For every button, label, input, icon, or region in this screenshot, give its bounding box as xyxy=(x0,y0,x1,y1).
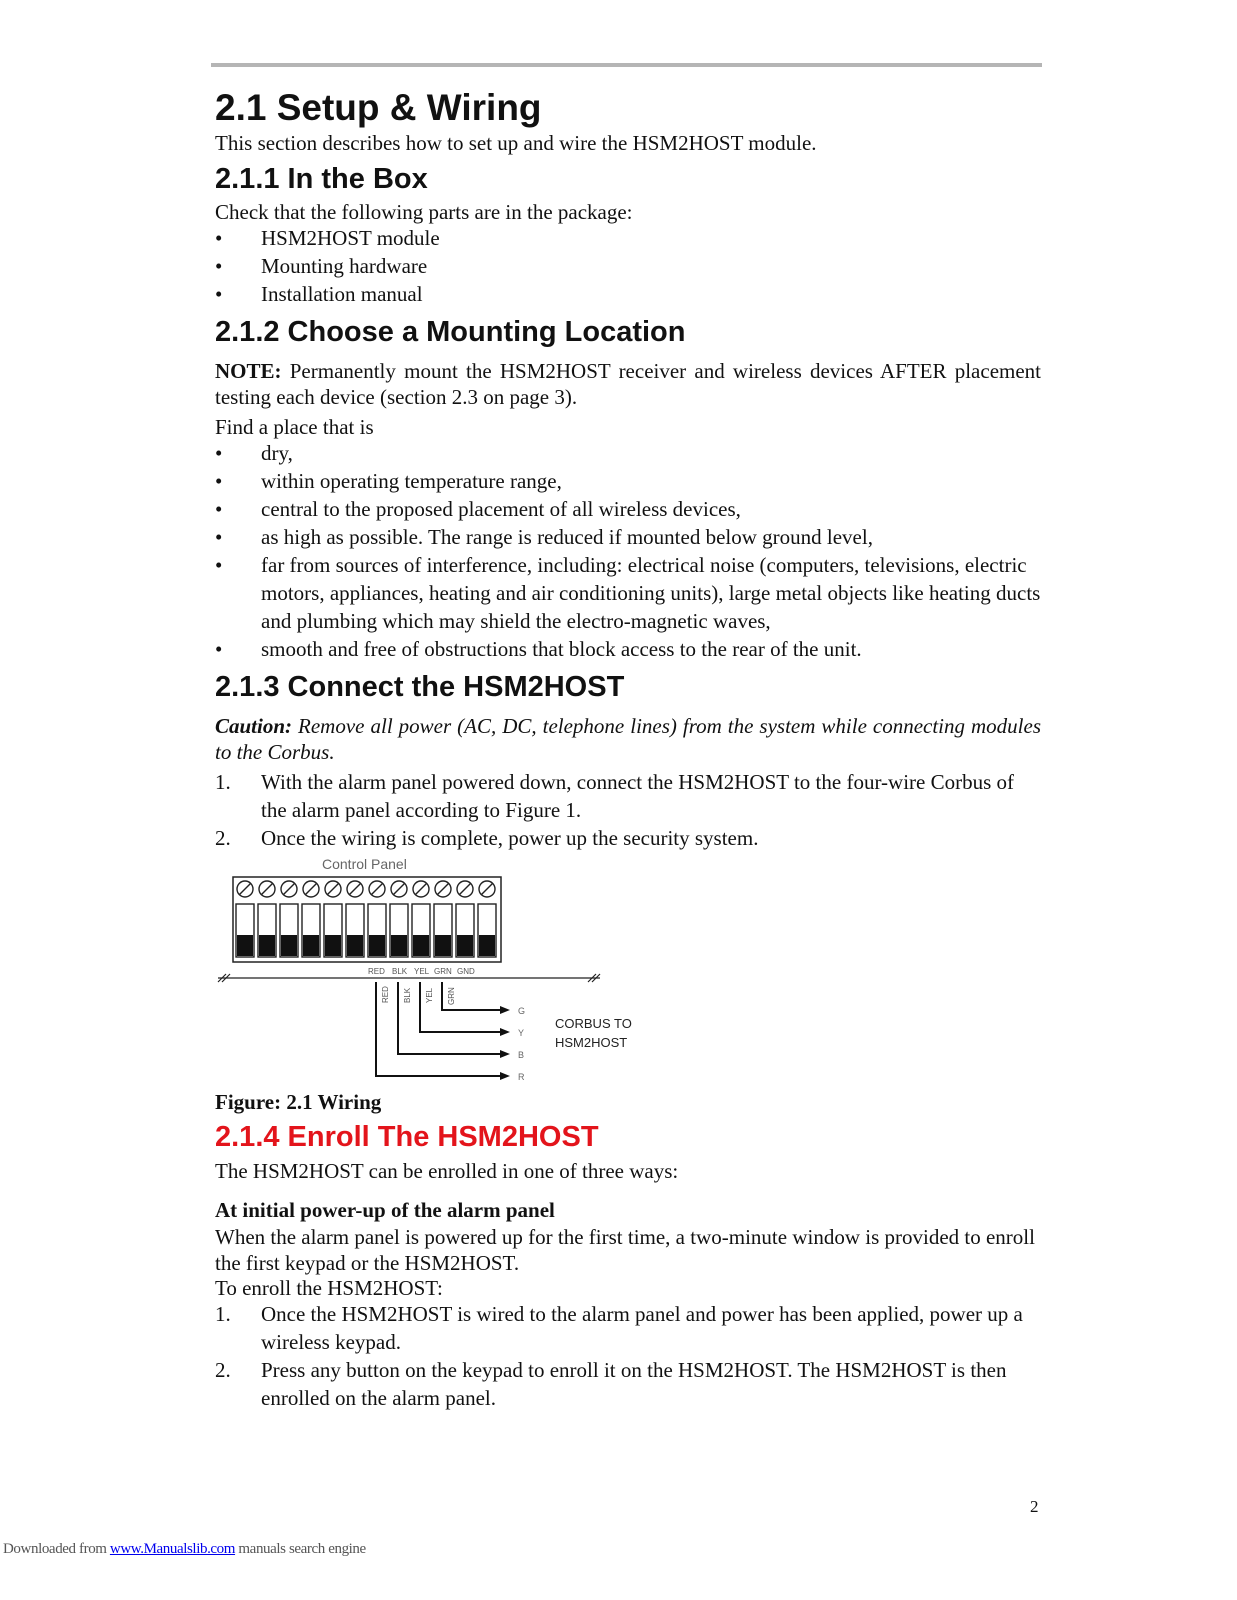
enroll-subheading: At initial power-up of the alarm panel xyxy=(215,1198,555,1222)
arrow-y xyxy=(500,1028,510,1036)
caution-text: Caution: Remove all power (AC, DC, telephone lines) from the system while connecting modules to the Corbus. xyxy=(215,714,1041,764)
list-item: • far from sources of interference, including: electrical noise (computers, televisions, electric motors, appliances, heating and air conditioning units), large metal objects like heating ducts and plumbing which may shield the electro-magnetic waves, xyxy=(215,553,1041,633)
connector-label-y: Y xyxy=(518,1028,525,1038)
arrow-b xyxy=(500,1050,510,1058)
step-item: 2. Press any button on the keypad to enroll it on the HSM2HOST. The HSM2HOST is then enrolled on the alarm panel. xyxy=(215,1358,1007,1410)
arrow-r xyxy=(500,1072,510,1080)
in-box-heading: 2.1.1 In the Box xyxy=(215,163,428,195)
terminal-switch-fill xyxy=(347,935,363,956)
list-item: • Installation manual xyxy=(215,282,423,306)
in-box-intro: Check that the following parts are in the package: xyxy=(215,200,633,224)
wire-label-red: RED xyxy=(381,986,390,1003)
terminal-label-blk: BLK xyxy=(392,967,408,976)
connector-label-b: B xyxy=(518,1050,525,1060)
terminal-switch-fill xyxy=(413,935,429,956)
terminal-switch-fill xyxy=(325,935,341,956)
section-intro: This section describes how to set up and wire the HSM2HOST module. xyxy=(215,131,817,155)
header-rule xyxy=(211,63,1042,67)
note-label: NOTE: xyxy=(215,359,282,383)
wire-label-yel: YEL xyxy=(425,987,434,1003)
figure-caption: Figure: 2.1 Wiring xyxy=(215,1090,382,1114)
terminal-label-grn: GRN xyxy=(434,967,452,976)
manualslib-link[interactable]: www.Manualslib.com xyxy=(109,1541,236,1557)
enroll-intro: The HSM2HOST can be enrolled in one of three ways: xyxy=(215,1159,679,1183)
terminal-switch-fill xyxy=(281,935,297,956)
list-item: • as high as possible. The range is reduced if mounted below ground level, xyxy=(215,525,873,549)
caution-label: Caution: xyxy=(215,714,293,738)
mounting-heading: 2.1.2 Choose a Mounting Location xyxy=(215,316,686,348)
step-item: 1. With the alarm panel powered down, connect the HSM2HOST to the four-wire Corbus of the alarm panel according to Figure 1. xyxy=(215,770,1015,822)
footer xyxy=(3,1541,366,1558)
step-item: 1. Once the HSM2HOST is wired to the alarm panel and power has been applied, power up a wireless keypad. xyxy=(215,1302,1023,1354)
wire-red xyxy=(376,982,500,1076)
wire-label-grn: GRN xyxy=(447,987,456,1005)
terminal-switch-fill xyxy=(369,935,385,956)
list-item: • within operating temperature range, xyxy=(215,469,562,493)
terminal-switch-fill xyxy=(457,935,473,956)
terminal-label-gnd: GND xyxy=(457,967,475,976)
wiring-diagram xyxy=(210,850,650,1090)
enroll-paragraph: When the alarm panel is powered up for the first time, a two-minute window is provided to enroll the first keypad or the HSM2HOST. xyxy=(215,1225,1035,1275)
corbus-label-line2: HSM2HOST xyxy=(555,1035,628,1050)
arrow-g xyxy=(500,1006,510,1014)
terminal-switch-fill xyxy=(303,935,319,956)
terminal-block xyxy=(236,881,496,957)
connect-heading: 2.1.3 Connect the HSM2HOST xyxy=(215,671,625,703)
page-number: 2 xyxy=(1030,1497,1039,1516)
footer-suffix: manuals search engine xyxy=(235,1541,366,1557)
connector-label-r: R xyxy=(518,1072,525,1082)
section-title: 2.1 Setup & Wiring xyxy=(215,87,542,128)
terminal-switch-fill xyxy=(237,935,253,956)
list-item: • smooth and free of obstructions that block access to the rear of the unit. xyxy=(215,637,862,661)
terminal-switch-fill xyxy=(479,935,495,956)
mounting-note xyxy=(215,358,1041,410)
footer-prefix: Downloaded from xyxy=(3,1541,110,1557)
terminal-label-yel: YEL xyxy=(414,967,430,976)
enroll-instruction: To enroll the HSM2HOST: xyxy=(215,1276,443,1300)
terminal-label-red: RED xyxy=(368,967,385,976)
enroll-heading: 2.1.4 Enroll The HSM2HOST xyxy=(215,1121,599,1153)
mounting-intro: Find a place that is xyxy=(215,415,374,439)
terminal-switch-fill xyxy=(259,935,275,956)
terminal-switch-fill xyxy=(435,935,451,956)
step-item: 2. Once the wiring is complete, power up the security system. xyxy=(215,826,759,850)
list-item: • dry, xyxy=(215,441,293,465)
control-panel-label: Control Panel xyxy=(322,856,407,872)
list-item: • HSM2HOST module xyxy=(215,226,440,250)
list-item: • Mounting hardware xyxy=(215,254,428,278)
corbus-label-line1: CORBUS TO xyxy=(555,1016,632,1031)
list-item: • central to the proposed placement of all wireless devices, xyxy=(215,497,741,521)
connector-label-g: G xyxy=(518,1006,526,1016)
note-text: Permanently mount the HSM2HOST receiver and wireless devices AFTER placement testing each device (section 2.3 on page 3). xyxy=(215,359,1042,409)
terminal-switch-fill xyxy=(391,935,407,956)
wire-label-blk: BLK xyxy=(403,987,412,1003)
